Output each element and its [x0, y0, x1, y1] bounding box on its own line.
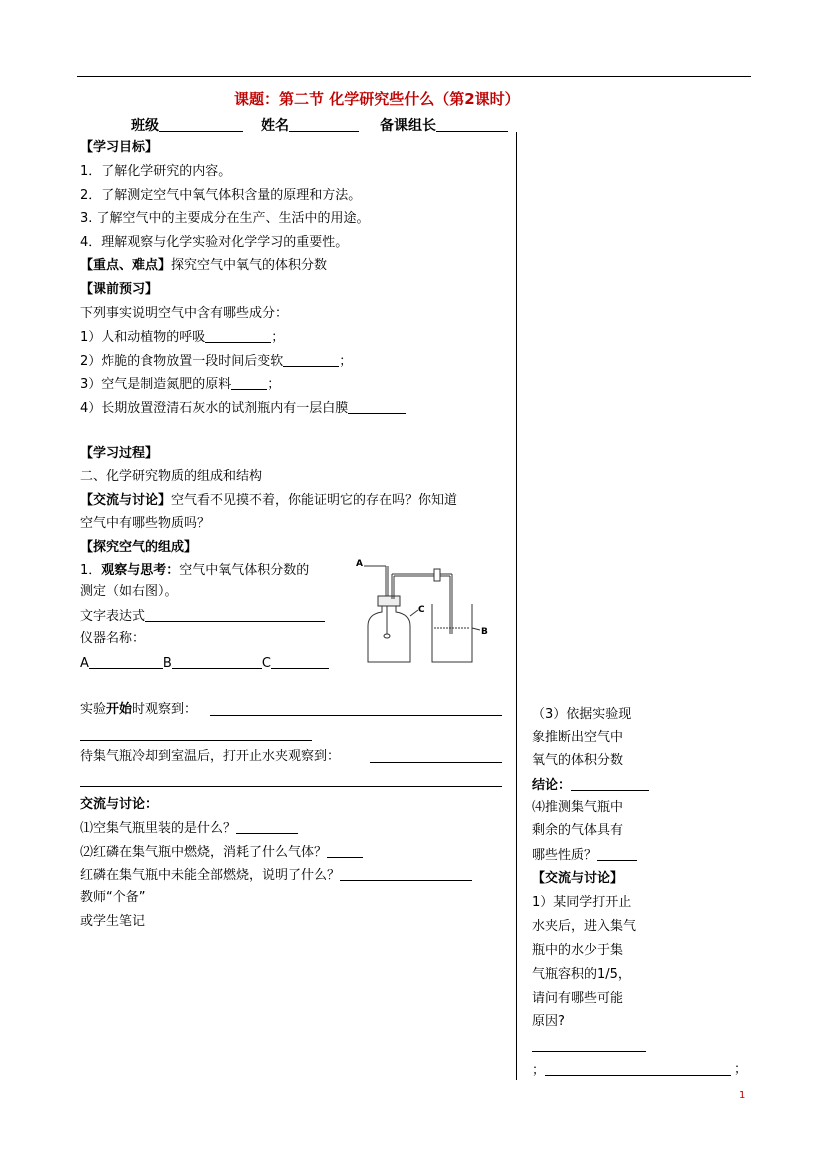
instrument-a-label: A	[80, 656, 89, 671]
header-name	[261, 118, 359, 134]
goal-item-4: 4．理解观察与化学实验对化学学习的重要性。	[80, 235, 349, 250]
preview-blank-1[interactable]	[205, 329, 271, 343]
name-label: 姓名	[261, 118, 289, 134]
side-q4-line-3	[532, 847, 637, 864]
start-pre: 实验	[80, 702, 107, 717]
header-class	[131, 118, 243, 134]
side-conclusion-label: 结论：	[532, 778, 572, 793]
preview-item-2-end: ；	[339, 354, 353, 369]
spoon-bowl	[384, 634, 390, 638]
discuss2-heading: 交流与讨论：	[80, 797, 159, 812]
question-1-text: ⑴空集气瓶里装的是什么？	[80, 821, 237, 836]
side-conclusion-blank[interactable]	[571, 777, 649, 791]
question-2	[80, 844, 363, 861]
side-answer-blank-1[interactable]	[532, 1051, 646, 1052]
side-d-line-1: 1）某同学打开止	[532, 895, 632, 910]
start-observe-blank-2[interactable]	[80, 740, 312, 741]
diagram-label-a: A	[356, 559, 363, 569]
observe-line-2: 测定（如右图）。	[80, 584, 178, 599]
label-b-pointer	[472, 628, 480, 630]
group-blank[interactable]	[436, 118, 508, 132]
instrument-b-blank[interactable]	[172, 655, 262, 669]
instrument-line	[80, 655, 329, 672]
goal-item-1: 1．了解化学研究的内容。	[80, 164, 232, 179]
column-divider	[516, 132, 517, 1080]
preview-item-4-text: 4）长期放置澄清石灰水的试剂瓶内有一层白膜	[80, 401, 349, 416]
side-q3-line-3: 氧气的体积分数	[532, 753, 624, 768]
side-semicolon-1: ；	[532, 1063, 546, 1078]
instrument-c-label: C	[261, 656, 271, 671]
side-d-line-5: 请问有哪些可能	[532, 991, 624, 1006]
side-q4-line-1: ⑷推测集气瓶中	[532, 800, 624, 815]
side-discuss-heading: 【交流与讨论】	[532, 871, 624, 886]
explore-heading: 【探究空气的组成】	[80, 540, 198, 555]
side-semicolon-2: ；	[734, 1062, 748, 1077]
question-3-blank[interactable]	[340, 867, 472, 881]
side-d-line-3: 瓶中的水少于集	[532, 943, 624, 958]
cool-observe-blank[interactable]	[370, 762, 502, 763]
group-label: 备课组长	[380, 118, 436, 134]
header-group	[380, 118, 508, 134]
diagram-label-b: B	[481, 627, 488, 637]
expression-blank[interactable]	[145, 608, 325, 622]
discuss-line-2: 空气中有哪些物质吗？	[80, 516, 211, 531]
preview-item-1-end: ；	[271, 330, 285, 345]
preview-item-1	[80, 329, 284, 346]
side-q3-line-2: 象推断出空气中	[532, 730, 624, 745]
question-3	[80, 867, 472, 884]
goal-item-2: 2．了解测定空气中氧气体积含量的原理和方法。	[80, 188, 362, 203]
discuss-label: 【交流与讨论】	[80, 493, 172, 508]
top-rule	[77, 76, 751, 77]
key-text: 探究空气中氧气的体积分数	[171, 258, 328, 273]
expression-label: 文字表达式	[80, 609, 146, 624]
page-number: 1	[739, 1090, 746, 1101]
start-observe-blank[interactable]	[210, 715, 502, 716]
start-post: 时观察到：	[132, 702, 198, 717]
side-q4-blank[interactable]	[597, 847, 637, 861]
question-1	[80, 820, 298, 837]
instrument-a-blank[interactable]	[89, 655, 163, 669]
discuss-text-1: 空气看不见摸不着，你能证明它的存在吗？你知道	[171, 493, 458, 508]
observe-line	[80, 563, 309, 579]
note-line-2: 或学生笔记	[80, 914, 146, 929]
preview-blank-2[interactable]	[283, 353, 339, 367]
preview-intro: 下列事实说明空气中含有哪些成分：	[80, 306, 289, 321]
preview-blank-4[interactable]	[348, 400, 406, 414]
side-d-line-2: 水夹后，进入集气	[532, 919, 637, 934]
expression-line	[80, 608, 325, 625]
key-label: 【重点、难点】	[80, 258, 172, 273]
preview-item-3	[80, 376, 280, 393]
side-q3-line-1: （3）依据实验现	[532, 707, 632, 722]
side-conclusion	[532, 777, 649, 794]
goals-heading: 【学习目标】	[80, 140, 159, 155]
side-q4-line-3-text: 哪些性质？	[532, 848, 598, 863]
question-3-text: 红磷在集气瓶中未能全部燃烧，说明了什么？	[80, 868, 341, 883]
preview-item-3-text: 3）空气是制造氮肥的原料	[80, 377, 232, 392]
side-d-line-6: 原因?	[532, 1014, 565, 1029]
instrument-b-label: B	[162, 656, 172, 671]
discuss-line-1	[80, 493, 457, 509]
preview-item-1-text: 1）人和动植物的呼吸	[80, 330, 206, 345]
observe-text: 空气中氧气体积分数的	[179, 563, 310, 578]
name-blank[interactable]	[289, 118, 359, 132]
side-q4-line-2: 剩余的气体具有	[532, 823, 624, 838]
preview-heading: 【课前预习】	[80, 282, 159, 297]
process-heading: 【学习过程】	[80, 446, 159, 461]
preview-item-2-text: 2）炸脆的食物放置一段时间后变软	[80, 354, 284, 369]
page-title: 课题：第二节 化学研究些什么（第2课时）	[234, 90, 520, 108]
question-1-blank[interactable]	[236, 820, 298, 834]
side-answer-line-2	[532, 1062, 731, 1079]
cool-observe-blank-2[interactable]	[80, 786, 502, 787]
note-line-1: 教师“个备”	[80, 890, 146, 905]
side-answer-blank-2[interactable]	[545, 1062, 731, 1076]
cool-observe: 待集气瓶冷却到室温后，打开止水夹观察到：	[80, 749, 341, 764]
preview-item-2	[80, 353, 352, 370]
instrument-label: 仪器名称：	[80, 631, 146, 646]
process-section: 二、化学研究物质的组成和结构	[80, 469, 263, 484]
question-2-blank[interactable]	[327, 844, 363, 858]
question-2-text: ⑵红磷在集气瓶中燃烧，消耗了什么气体？	[80, 845, 328, 860]
instrument-c-blank[interactable]	[271, 655, 329, 669]
side-d-line-4: 气瓶容积的1/5，	[532, 967, 631, 982]
observe-label: 观察与思考：	[101, 563, 180, 578]
label-c-pointer	[410, 610, 418, 616]
apparatus-diagram	[354, 554, 504, 664]
preview-item-4	[80, 400, 406, 417]
diagram-label-c: C	[418, 605, 425, 615]
class-blank[interactable]	[159, 118, 243, 132]
start-observe	[80, 702, 197, 718]
observe-num: 1．	[80, 563, 102, 578]
start-bold: 开始	[106, 702, 133, 717]
preview-item-3-end: ；	[267, 377, 281, 392]
key-points	[80, 258, 327, 274]
class-label: 班级	[131, 118, 159, 134]
clamp	[434, 569, 440, 581]
stopper	[378, 596, 400, 606]
goal-item-3: 3. 了解空气中的主要成分在生产、生活中的用途。	[80, 211, 370, 226]
preview-blank-3[interactable]	[231, 376, 267, 390]
